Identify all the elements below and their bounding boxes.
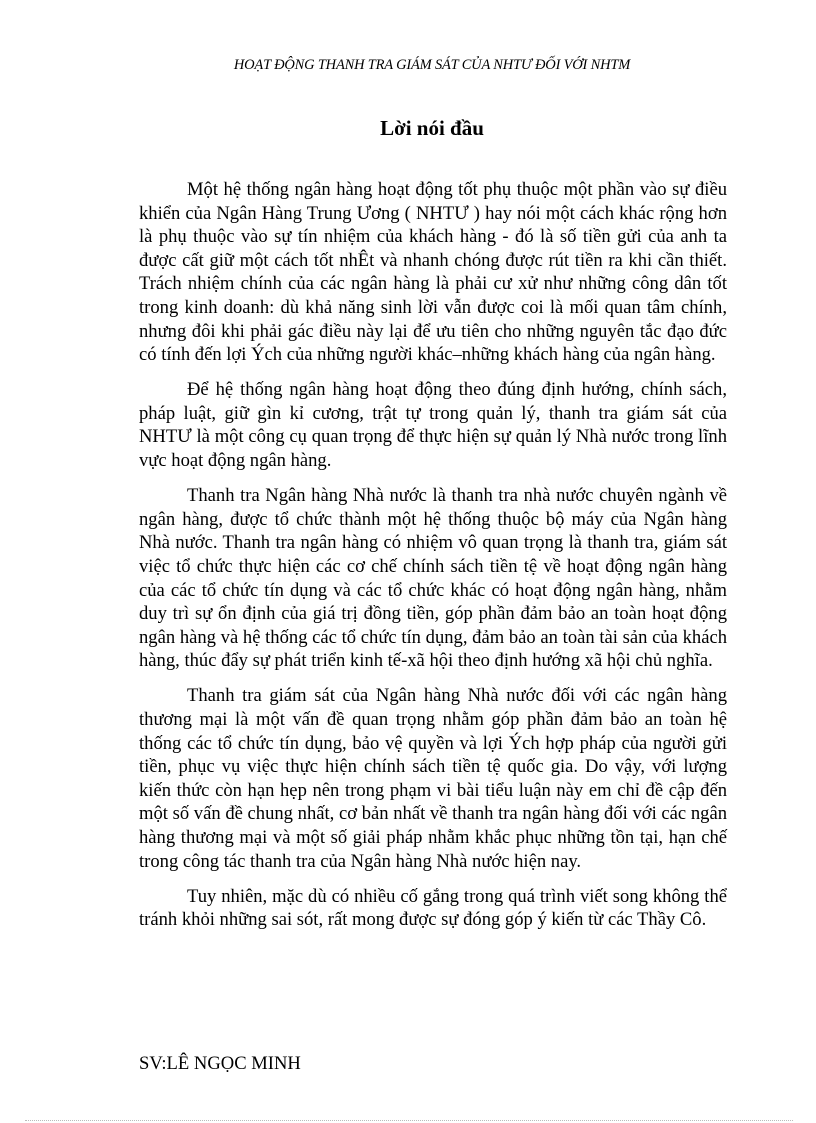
- paragraph: Để hệ thống ngân hàng hoạt động theo đúng định hướng, chính sách, pháp luật, giữ gìn kỉ cương, trật tự trong quản lý, thanh tra giám sát của NHTƯ là một công cụ quan trọng để thực hiện sự quản lý Nhà nước trong lĩnh vực hoạt động ngân hàng.: [139, 379, 727, 472]
- paragraph: Thanh tra Ngân hàng Nhà nước là thanh tra nhà nước chuyên ngành về ngân hàng, được tổ chức thành một hệ thống thuộc bộ máy của Ngân hàng Nhà nước. Thanh tra ngân hàng có nhiệm vô quan trọng là thanh tra, giám sát việc tổ chức thực hiện các cơ chế chính sách tiền tệ về hoạt động ngân hàng của các tổ chức tín dụng và các tổ chức khác có hoạt động ngân hàng, nhằm duy trì sự ổn định của giá trị đồng tiền, góp phần đảm bảo an toàn hoạt động ngân hàng và hệ thống các tổ chức tín dụng, đảm bảo an toàn tài sản của khách hàng, thúc đẩy sự phát triển kinh tế-xã hội theo định hướng xã hội chủ nghĩa.: [139, 485, 727, 672]
- paragraph: Tuy nhiên, mặc dù có nhiều cố gắng trong quá trình viết song không thể tránh khỏi những sai sót, rất mong được sự đóng góp ý kiến từ các Thầy Cô.: [139, 885, 727, 931]
- page-title: Lời nói đầu: [380, 116, 484, 140]
- running-header: HOẠT ĐỘNG THANH TRA GIÁM SÁT CỦA NHTƯ ĐỐI VỚI NHTM: [233, 57, 631, 73]
- page-bottom-divider: [25, 1120, 793, 1121]
- paragraph: Thanh tra giám sát của Ngân hàng Nhà nước đối với các ngân hàng thương mại là một vấn đề quan trọng nhằm góp phần đảm bảo an toàn hệ thống các tổ chức tín dụng, bảo vệ quyền và lợi Ých hợp pháp của người gửi tiền, phục vụ việc thực hiện chính sách tiền tệ quốc gia. Do vậy, với lượng kiến thức còn hạn hẹp nên trong phạm vi bài tiểu luận này em chỉ đề cập đến một số vấn đề chung nhất, cơ bản nhất về thanh tra ngân hàng đối với các ngân hàng thương mại và một số giải pháp nhằm khắc phục những tồn tại, hạn chế trong công tác thanh tra của Ngân hàng Nhà nước hiện nay.: [139, 685, 727, 872]
- paragraph: Một hệ thống ngân hàng hoạt động tốt phụ thuộc một phần vào sự điều khiển của Ngân Hàng Trung Ương ( NHTƯ ) hay nói một cách khác rộng hơn là phụ thuộc vào sự tín nhiệm của khách hàng - đó là số tiền gửi của anh ta được cất giữ một cách tốt nhÊt và nhanh chóng được rút tiền ra khi cần thiết. Trách nhiệm chính của các ngân hàng là phải cư xử như những công dân tốt trong kinh doanh: dù khả năng sinh lời vẫn được coi là mối quan tâm chính, nhưng đôi khi phải gác điều này lại để ưu tiên cho những nguyên tắc đạo đức có tính đến lợi Ých của những người khác–những khách hàng của ngân hàng.: [139, 179, 727, 366]
- document-body: [139, 178, 727, 943]
- author-signature: SV:LÊ NGỌC MINH: [139, 1053, 301, 1074]
